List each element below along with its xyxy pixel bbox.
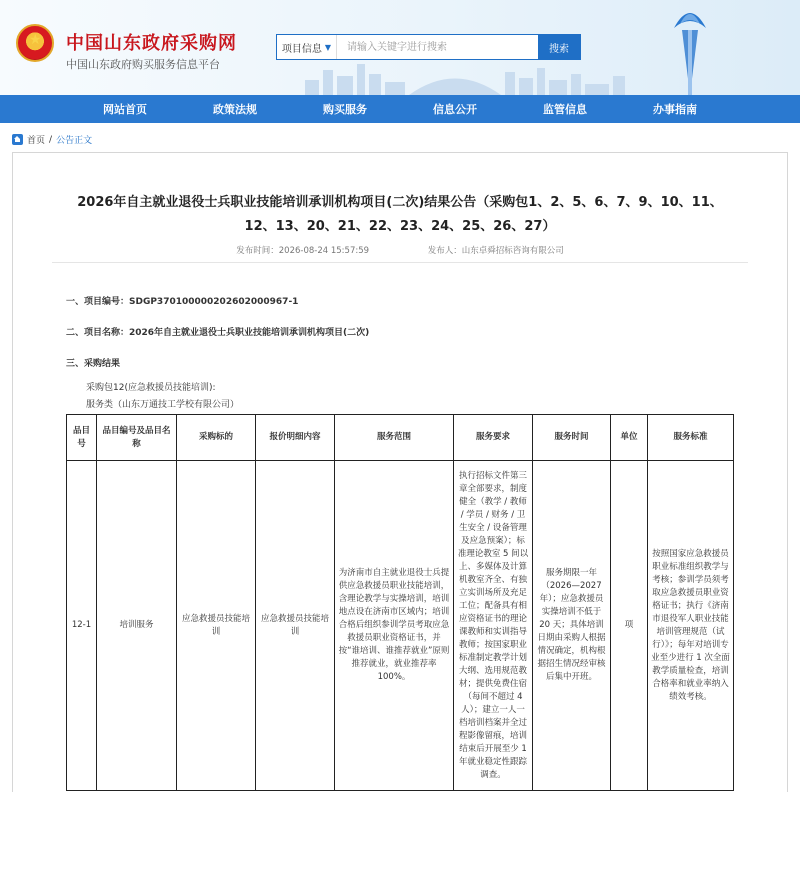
site-title[interactable]: 中国山东政府采购网: [66, 33, 237, 54]
col-service-requirements: 服务要求: [454, 415, 533, 461]
col-quote-details: 报价明细内容: [256, 415, 335, 461]
publisher: 发布人：山东卓舜招标咨询有限公司: [427, 246, 564, 256]
nav-item-guide[interactable]: 办事指南: [653, 103, 697, 116]
nav-item-supervision[interactable]: 监管信息: [543, 103, 587, 116]
col-item-no: 品目号: [67, 415, 97, 461]
nav-item-purchase-services[interactable]: 购买服务: [323, 103, 367, 116]
site-header: [0, 0, 800, 95]
search-button[interactable]: 搜索: [538, 35, 580, 59]
dropdown-arrow-icon: ▼: [324, 42, 332, 52]
city-skyline-illustration: [305, 58, 645, 95]
cell-item-code-name: 培训服务: [97, 461, 177, 791]
results-table: [66, 414, 734, 791]
cell-quote-details: 应急救援员技能培训: [256, 461, 335, 791]
nav-item-policy[interactable]: 政策法规: [213, 103, 257, 116]
page-bottom-whitespace: [0, 792, 800, 886]
cell-service-requirements: 执行招标文件第三章全部要求，制度健全（教学 / 教师 / 学员 / 财务 / 卫生安全 / 设备管理及应急预案）；标准理论教室 5 间以上、多媒体及计算机教室齐全、有独立实训场所及充足工位；配备具有相应资格证书的理论课教师和实训指导教师；按国家职业标准制定教学计划大纲、选用规范教材；提供免费住宿（每间不超过 4 人）；建立一人一档培训档案并全过程影像留痕，培训结束后开展至少 1 年就业稳定性跟踪调查。: [454, 461, 533, 791]
breadcrumb: [12, 133, 92, 146]
package-label: 采购包12(应急救援员技能培训):: [86, 383, 216, 393]
nav-item-home[interactable]: 网站首页: [103, 103, 147, 116]
title-divider: [52, 262, 748, 263]
cell-unit: 项: [611, 461, 648, 791]
nav-item-disclosure[interactable]: 信息公开: [433, 103, 477, 116]
national-emblem-logo: ★: [16, 24, 54, 62]
search-box: [276, 34, 581, 60]
publish-time: 发布时间：2026-08-24 15:57:59: [236, 246, 370, 256]
col-service-time: 服务时间: [533, 415, 611, 461]
cell-service-time: 服务期限一年（2026—2027 年）；应急救援员实操培训不低于 20 天；具体培训日期由采购人根据情况确定，机构根据招生情况经审核后集中开班。: [533, 461, 611, 791]
cell-service-scope: 为济南市自主就业退役士兵提供应急救援员职业技能培训，含理论教学与实操培训，培训地点设在济南市区域内；培训合格后组织参训学员考取应急救援员职业资格证书，并按“谁培训、谁推荐就业”原则推荐就业，就业推荐率 100%。: [335, 461, 454, 791]
col-procurement-subject: 采购标的: [177, 415, 256, 461]
tower-illustration: [660, 0, 720, 95]
breadcrumb-separator: /: [49, 134, 53, 145]
cell-procurement-subject: 应急救援员技能培训: [177, 461, 256, 791]
procurement-results-heading: 三、采购结果: [66, 359, 121, 369]
col-service-standard: 服务标准: [648, 415, 734, 461]
col-item-code-name: 品目编号及品目名称: [97, 415, 177, 461]
main-nav: [0, 95, 800, 123]
service-type-label: 服务类（山东万通技工学校有限公司）: [86, 400, 240, 410]
table-row: [67, 461, 734, 791]
cell-service-standard: 按照国家应急救援员职业标准组织教学与考核；参训学员须考取应急救援员职业资格证书；执行《济南市退役军人职业技能培训管理规范（试行）》；每年对培训专业至少进行 1 次全面教学质量检查，培训合格率和就业率纳入绩效考核。: [648, 461, 734, 791]
article-meta: [0, 244, 800, 256]
cell-item-no: 12-1: [67, 461, 97, 791]
search-category-label: 项目信息: [281, 43, 322, 55]
search-input[interactable]: [337, 35, 538, 59]
col-unit: 单位: [611, 415, 648, 461]
page-title: 2026年自主就业退役士兵职业技能培训承训机构项目(二次)结果公告（采购包1、2、5、6、7、9、10、11、12、13、20、21、22、23、24、25、26、27）: [77, 195, 723, 234]
home-icon: [12, 134, 23, 145]
project-number: 一、项目编号：SDGP370100000202602000967-1: [66, 297, 299, 307]
breadcrumb-current: 公告正文: [56, 136, 93, 146]
site-subtitle: 中国山东政府购买服务信息平台: [66, 58, 220, 71]
search-category-select[interactable]: [277, 35, 337, 59]
col-service-scope: 服务范围: [335, 415, 454, 461]
project-name: 二、项目名称：2026年自主就业退役士兵职业技能培训承训机构项目(二次): [66, 328, 370, 338]
table-header-row: [67, 415, 734, 461]
breadcrumb-home-link[interactable]: 首页: [27, 136, 46, 146]
